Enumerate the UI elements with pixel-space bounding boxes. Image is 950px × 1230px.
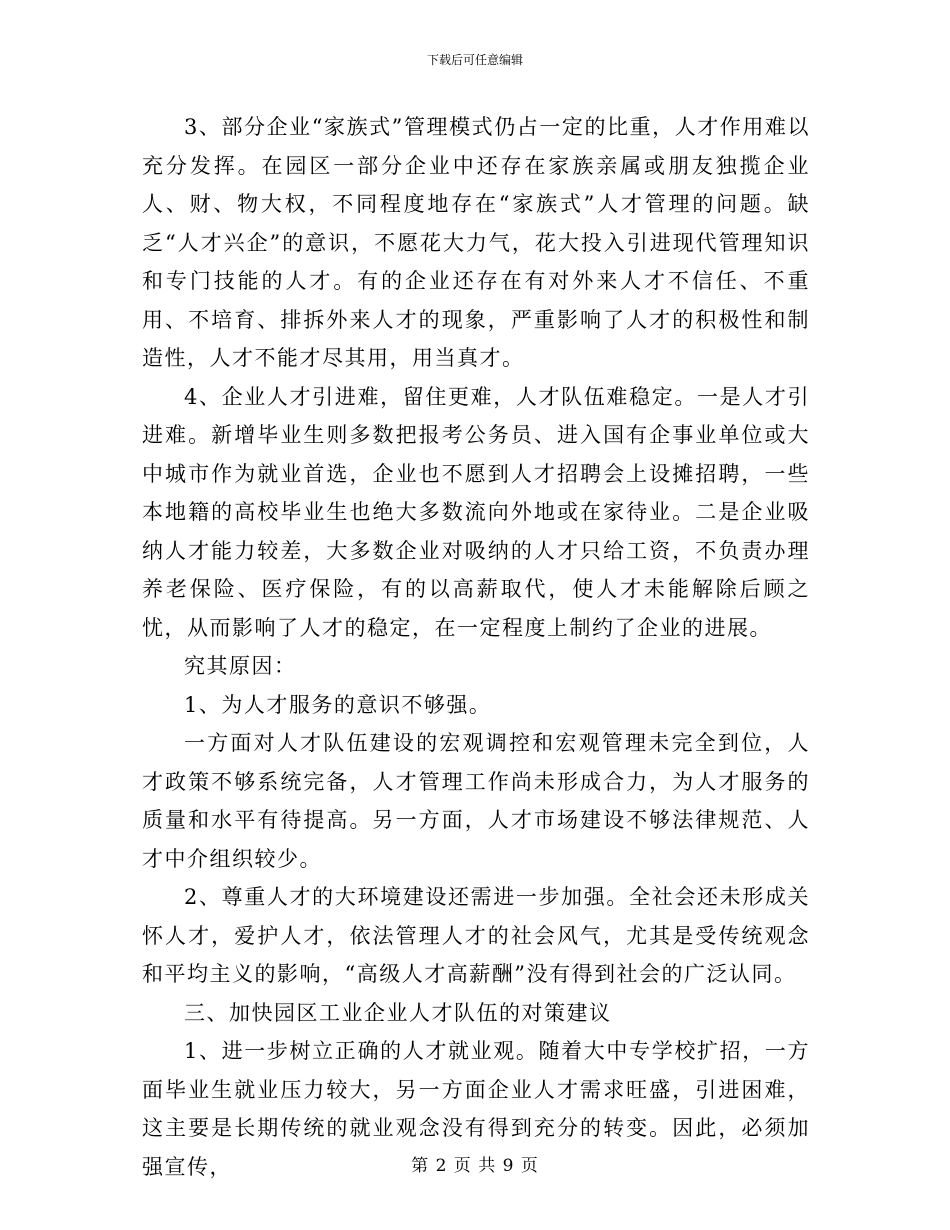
paragraph-family-management: 3、部分企业“家族式”管理模式仍占一定的比重，人才作用难以充分发挥。在园区一部分企业中还存在家族亲属或朋友独揽企业人、财、物大权，不同程度地存在“家族式”人才管理的问题。缺乏“人才兴企”的意识，不愿花大力气，花大投入引进现代管理知识和专门技能的人才。有的企业还存在有对外来人才不信任、不重用、不培育、排拆外来人才的现象，严重影响了人才的积极性和制造性，人才不能才尽其用，用当真才。 xyxy=(142,115,810,370)
footer-total-pages: 9 xyxy=(502,1156,515,1176)
footer-suffix: 页 xyxy=(520,1156,539,1176)
footer-middle: 页 共 xyxy=(453,1156,497,1176)
page-header-note: 下载后可任意编辑 xyxy=(426,53,523,67)
paragraph-suggestion-1: 1、进一步树立正确的人才就业观。随着大中专学校扩招，一方面毕业生就业压力较大，另一方面企业人才需求旺盛，引进困难，这主要是长期传统的就业观念没有得到充分的转变。因此，必须加强宣传， xyxy=(142,1039,810,1179)
footer-prefix: 第 xyxy=(411,1156,430,1176)
paragraph-talent-recruitment: 4、企业人才引进难，留住更难，人才队伍难稳定。一是人才引进难。新增毕业生则多数把报考公务员、进入国有企事业单位或大中城市作为就业首选，企业也不愿到人才招聘会上设摊招聘，一些本地籍的高校毕业生也绝大多数流向外地或在家待业。二是企业吸纳人才能力较差，大多数企业对吸纳的人才只给工资，不负责办理养老保险、医疗保险，有的以高薪取代，使人才未能解除后顾之忧，从而影响了人才的稳定，在一定程度上制约了企业的进展。 xyxy=(142,384,810,640)
paragraph-cause-1-detail: 一方面对人才队伍建设的宏观调控和宏观管理未完全到位，人才政策不够系统完备，人才管理工作尚未形成合力，为人才服务的质量和水平有待提高。另一方面，人才市场建设不够法律规范、人才中介组织较少。 xyxy=(142,731,810,871)
section-heading-3: 三、加快园区工业企业人才队伍的对策建议 xyxy=(184,1000,612,1025)
paragraph-cause-2: 2、尊重人才的大环境建设还需进一步加强。全社会还未形成关怀人才，爱护人才，依法管理人才的社会风气，尤其是受传统观念和平均主义的影响，“高级人才高薪酬”没有得到社会的广泛认同。 xyxy=(142,885,810,986)
page-number-footer xyxy=(0,1155,950,1177)
paragraph-cause-1-heading: 1、为人才服务的意识不够强。 xyxy=(184,692,492,717)
paragraph-causes-intro: 究其原因： xyxy=(184,654,297,678)
footer-current-page: 2 xyxy=(435,1156,448,1176)
document-body xyxy=(142,108,810,1186)
